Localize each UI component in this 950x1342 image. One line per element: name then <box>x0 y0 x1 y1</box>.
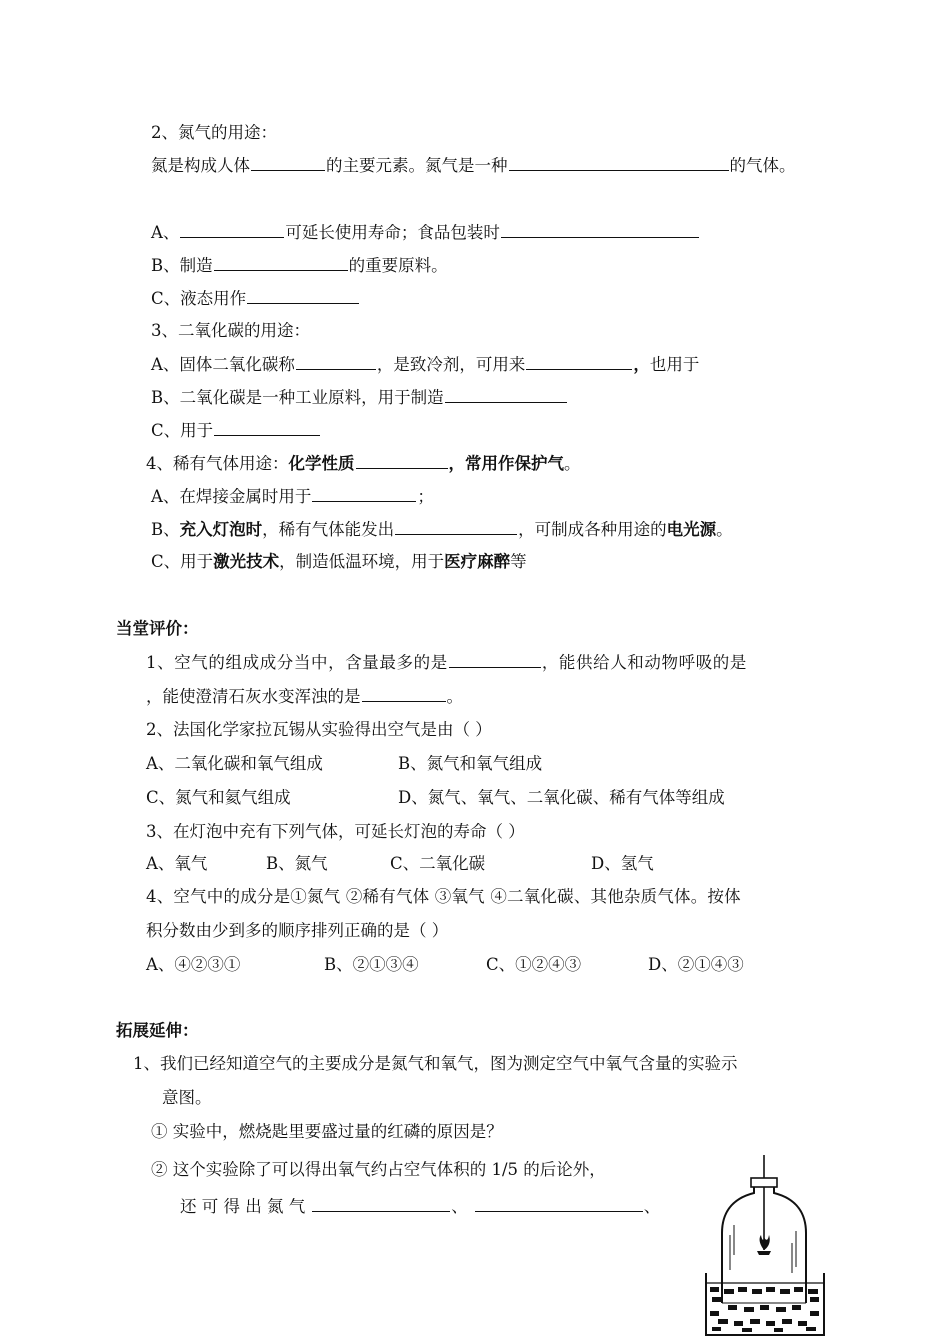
answer-blank[interactable] <box>214 254 348 271</box>
answer-blank[interactable] <box>251 154 325 171</box>
answer-blank[interactable] <box>214 419 320 436</box>
answer-blank[interactable] <box>445 386 567 403</box>
eval-q2-option-d[interactable]: D、氮气、氧气、二氧化碳、稀有气体等组成 <box>398 788 725 807</box>
eval-q2-option-c[interactable]: C、氮气和氦气组成 <box>146 788 291 807</box>
section-4-title: 4、稀有气体用途：化学性质 ，常用作保护气。 <box>146 454 581 473</box>
eval-q4-option-a[interactable]: A、④②③① <box>146 955 241 974</box>
answer-blank[interactable] <box>296 353 376 370</box>
evaluation-heading: 当堂评价： <box>116 619 199 638</box>
oxygen-experiment-apparatus-icon <box>700 1155 830 1342</box>
nitrogen-option-b: B、制造 的重要原料。 <box>151 256 448 275</box>
ext-q1-sub-1: ① 实验中，燃烧匙里要盛过量的红磷的原因是？ <box>151 1122 503 1141</box>
ext-q1-sub-2: ② 这个实验除了可以得出氧气约占空气体积的 1/5 的后论外， <box>151 1160 606 1179</box>
ext-q1-line-1: 1、我们已经知道空气的主要成分是氮气和氧气，图为测定空气中氧气含量的实验示 <box>133 1054 738 1073</box>
noble-option-a: A、在焊接金属时用于 ； <box>151 487 434 506</box>
eval-q4-line-1: 4、空气中的成分是①氮气 ②稀有气体 ③氧气 ④二氧化碳、其他杂质气体。按体 <box>146 887 741 906</box>
section-3-title: 3、二氧化碳的用途： <box>151 321 310 340</box>
eval-q1-line-1: 1、空气的组成成分当中，含量最多的是 ，能供给人和动物呼吸的是 <box>146 653 748 672</box>
ext-q1-line-2: 意图。 <box>162 1088 212 1107</box>
co2-option-a: A、固体二氧化碳称 ，是致冷剂，可用来 ，也用于 <box>151 355 700 374</box>
co2-option-c: C、用于 <box>151 419 321 442</box>
nitrogen-option-c: C、液态用作 <box>151 287 360 310</box>
answer-blank[interactable] <box>501 221 699 238</box>
ext-q1-sub-3: 还 可 得 出 氮 气 、 、 <box>180 1197 661 1216</box>
noble-option-b: B、充入灯泡时，稀有气体能发出 ，可制成各种用途的电光源。 <box>151 520 733 539</box>
eval-q4-option-b[interactable]: B、②①③④ <box>324 955 419 974</box>
answer-blank[interactable] <box>180 221 284 238</box>
nitrogen-option-a: A、 可延长使用寿命；食品包装时 <box>151 221 700 244</box>
noble-option-c: C、用于激光技术，制造低温环境，用于医疗麻醉等 <box>151 552 527 571</box>
answer-blank[interactable] <box>449 651 541 668</box>
answer-blank[interactable] <box>362 685 446 702</box>
section-2-title: 2、氮气的用途： <box>151 123 277 142</box>
eval-q4-option-c[interactable]: C、①②④③ <box>486 955 582 974</box>
answer-blank[interactable] <box>509 154 729 171</box>
eval-q4-line-2: 积分数由少到多的顺序排列正确的是（ ） <box>146 921 449 940</box>
eval-q3-option-b[interactable]: B、氮气 <box>266 854 328 873</box>
eval-q2-option-a[interactable]: A、二氧化碳和氧气组成 <box>146 754 323 773</box>
answer-blank[interactable] <box>526 353 632 370</box>
eval-q4-option-d[interactable]: D、②①④③ <box>648 955 744 974</box>
eval-q1-line-2: ，能使澄清石灰水变浑浊的是 。 <box>146 687 463 706</box>
answer-blank[interactable] <box>247 287 359 304</box>
co2-option-b: B、二氧化碳是一种工业原料，用于制造 <box>151 386 568 409</box>
answer-blank[interactable] <box>475 1195 643 1212</box>
eval-q3-option-d[interactable]: D、氢气 <box>591 854 654 873</box>
extension-heading: 拓展延伸： <box>116 1021 199 1040</box>
answer-blank[interactable] <box>395 518 517 535</box>
eval-q3-option-a[interactable]: A、氧气 <box>146 854 208 873</box>
eval-q3-stem: 3、在灯泡中充有下列气体，可延长灯泡的寿命（ ） <box>146 822 525 841</box>
eval-q3-option-c[interactable]: C、二氧化碳 <box>390 854 486 873</box>
eval-q2-option-b[interactable]: B、氮气和氧气组成 <box>398 754 543 773</box>
nitrogen-line-1: 氮是构成人体 的主要元素。氮气是一种 的气体。 <box>151 156 796 175</box>
answer-blank[interactable] <box>312 1195 450 1212</box>
eval-q2-stem: 2、法国化学家拉瓦锡从实验得出空气是由（ ） <box>146 720 492 739</box>
answer-blank[interactable] <box>312 485 416 502</box>
answer-blank[interactable] <box>356 452 448 469</box>
